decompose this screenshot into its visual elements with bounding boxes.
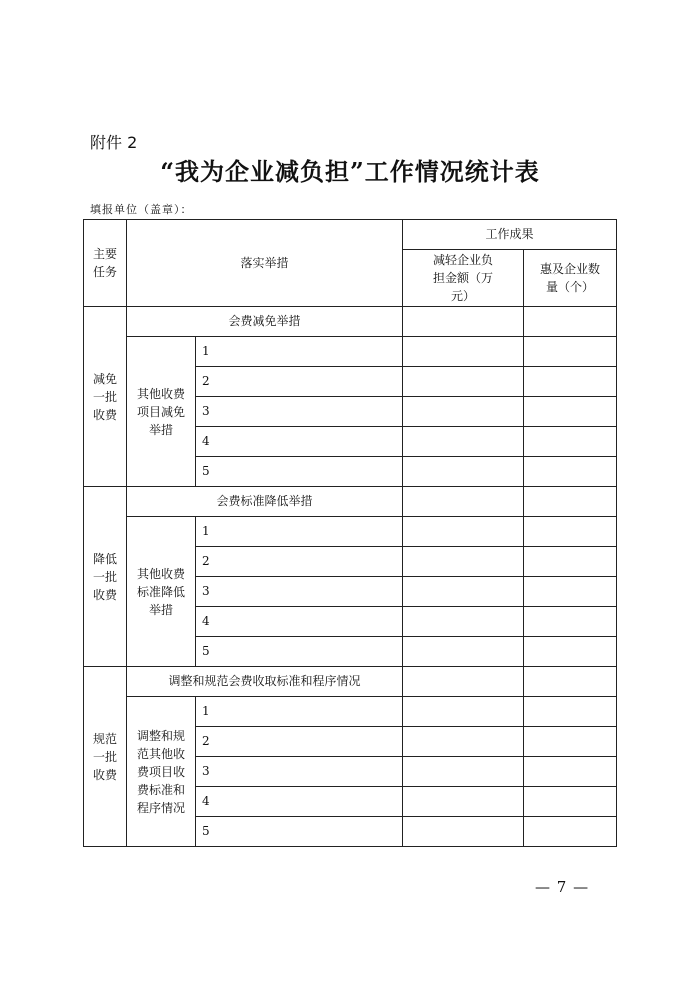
page-title: “我为企业减负担”工作情况统计表 (160, 157, 540, 186)
burden-reduction-cell[interactable] (403, 607, 524, 637)
enterprises-benefited-cell[interactable] (524, 487, 617, 517)
enterprises-benefited-cell[interactable] (524, 457, 617, 487)
header-main-task: 主要任务 (84, 220, 127, 307)
row-number: 1 (196, 337, 403, 367)
row-number: 2 (196, 367, 403, 397)
burden-reduction-cell[interactable] (403, 397, 524, 427)
burden-reduction-cell[interactable] (403, 337, 524, 367)
burden-reduction-cell[interactable] (403, 577, 524, 607)
enterprises-benefited-cell[interactable] (524, 637, 617, 667)
burden-reduction-cell[interactable] (403, 697, 524, 727)
row-number: 2 (196, 547, 403, 577)
burden-reduction-cell[interactable] (403, 637, 524, 667)
header-enterprises-benefited: 惠及企业数量（个） (524, 250, 617, 307)
table-row (84, 487, 617, 517)
row-number: 3 (196, 577, 403, 607)
enterprises-benefited-cell[interactable] (524, 577, 617, 607)
enterprises-benefited-cell[interactable] (524, 547, 617, 577)
task-cell: 减免一批收费 (84, 307, 127, 487)
task-cell: 规范一批收费 (84, 667, 127, 847)
table-row (84, 697, 617, 727)
burden-reduction-cell[interactable] (403, 367, 524, 397)
burden-reduction-cell[interactable] (403, 757, 524, 787)
burden-reduction-cell[interactable] (403, 517, 524, 547)
row-number: 1 (196, 697, 403, 727)
row-number: 3 (196, 757, 403, 787)
enterprises-benefited-cell[interactable] (524, 667, 617, 697)
row-number: 3 (196, 397, 403, 427)
page-number: — 7 — (535, 878, 590, 896)
enterprises-benefited-cell[interactable] (524, 427, 617, 457)
other-measure-cell: 其他收费标准降低举措 (127, 517, 196, 667)
burden-reduction-cell[interactable] (403, 547, 524, 577)
header-results: 工作成果 (403, 220, 617, 250)
burden-reduction-cell[interactable] (403, 457, 524, 487)
table-row (84, 667, 617, 697)
fee-measure-cell: 会费标准降低举措 (127, 487, 403, 517)
reporting-unit-label: 填报单位（盖章）： (90, 203, 193, 216)
enterprises-benefited-cell[interactable] (524, 517, 617, 547)
statistics-table (83, 219, 617, 847)
header-measures: 落实举措 (127, 220, 403, 307)
burden-reduction-cell[interactable] (403, 427, 524, 457)
burden-reduction-cell[interactable] (403, 487, 524, 517)
enterprises-benefited-cell[interactable] (524, 817, 617, 847)
burden-reduction-cell[interactable] (403, 307, 524, 337)
row-number: 4 (196, 607, 403, 637)
row-number: 5 (196, 457, 403, 487)
fee-measure-cell: 调整和规范会费收取标准和程序情况 (127, 667, 403, 697)
enterprises-benefited-cell[interactable] (524, 367, 617, 397)
row-number: 1 (196, 517, 403, 547)
table-row (84, 307, 617, 337)
burden-reduction-cell[interactable] (403, 727, 524, 757)
enterprises-benefited-cell[interactable] (524, 727, 617, 757)
table-row (84, 337, 617, 367)
burden-reduction-cell[interactable] (403, 667, 524, 697)
enterprises-benefited-cell[interactable] (524, 787, 617, 817)
task-cell: 降低一批收费 (84, 487, 127, 667)
enterprises-benefited-cell[interactable] (524, 697, 617, 727)
enterprises-benefited-cell[interactable] (524, 307, 617, 337)
other-measure-cell: 调整和规范其他收费项目收费标准和程序情况 (127, 697, 196, 847)
enterprises-benefited-cell[interactable] (524, 397, 617, 427)
enterprises-benefited-cell[interactable] (524, 337, 617, 367)
fee-measure-cell: 会费减免举措 (127, 307, 403, 337)
burden-reduction-cell[interactable] (403, 787, 524, 817)
other-measure-cell: 其他收费项目减免举措 (127, 337, 196, 487)
enterprises-benefited-cell[interactable] (524, 757, 617, 787)
table-row (84, 517, 617, 547)
enterprises-benefited-cell[interactable] (524, 607, 617, 637)
header-burden-reduction: 减轻企业负担金额（万元） (403, 250, 524, 307)
row-number: 4 (196, 787, 403, 817)
burden-reduction-cell[interactable] (403, 817, 524, 847)
row-number: 4 (196, 427, 403, 457)
row-number: 2 (196, 727, 403, 757)
row-number: 5 (196, 637, 403, 667)
row-number: 5 (196, 817, 403, 847)
attachment-label: 附件 2 (90, 133, 138, 152)
